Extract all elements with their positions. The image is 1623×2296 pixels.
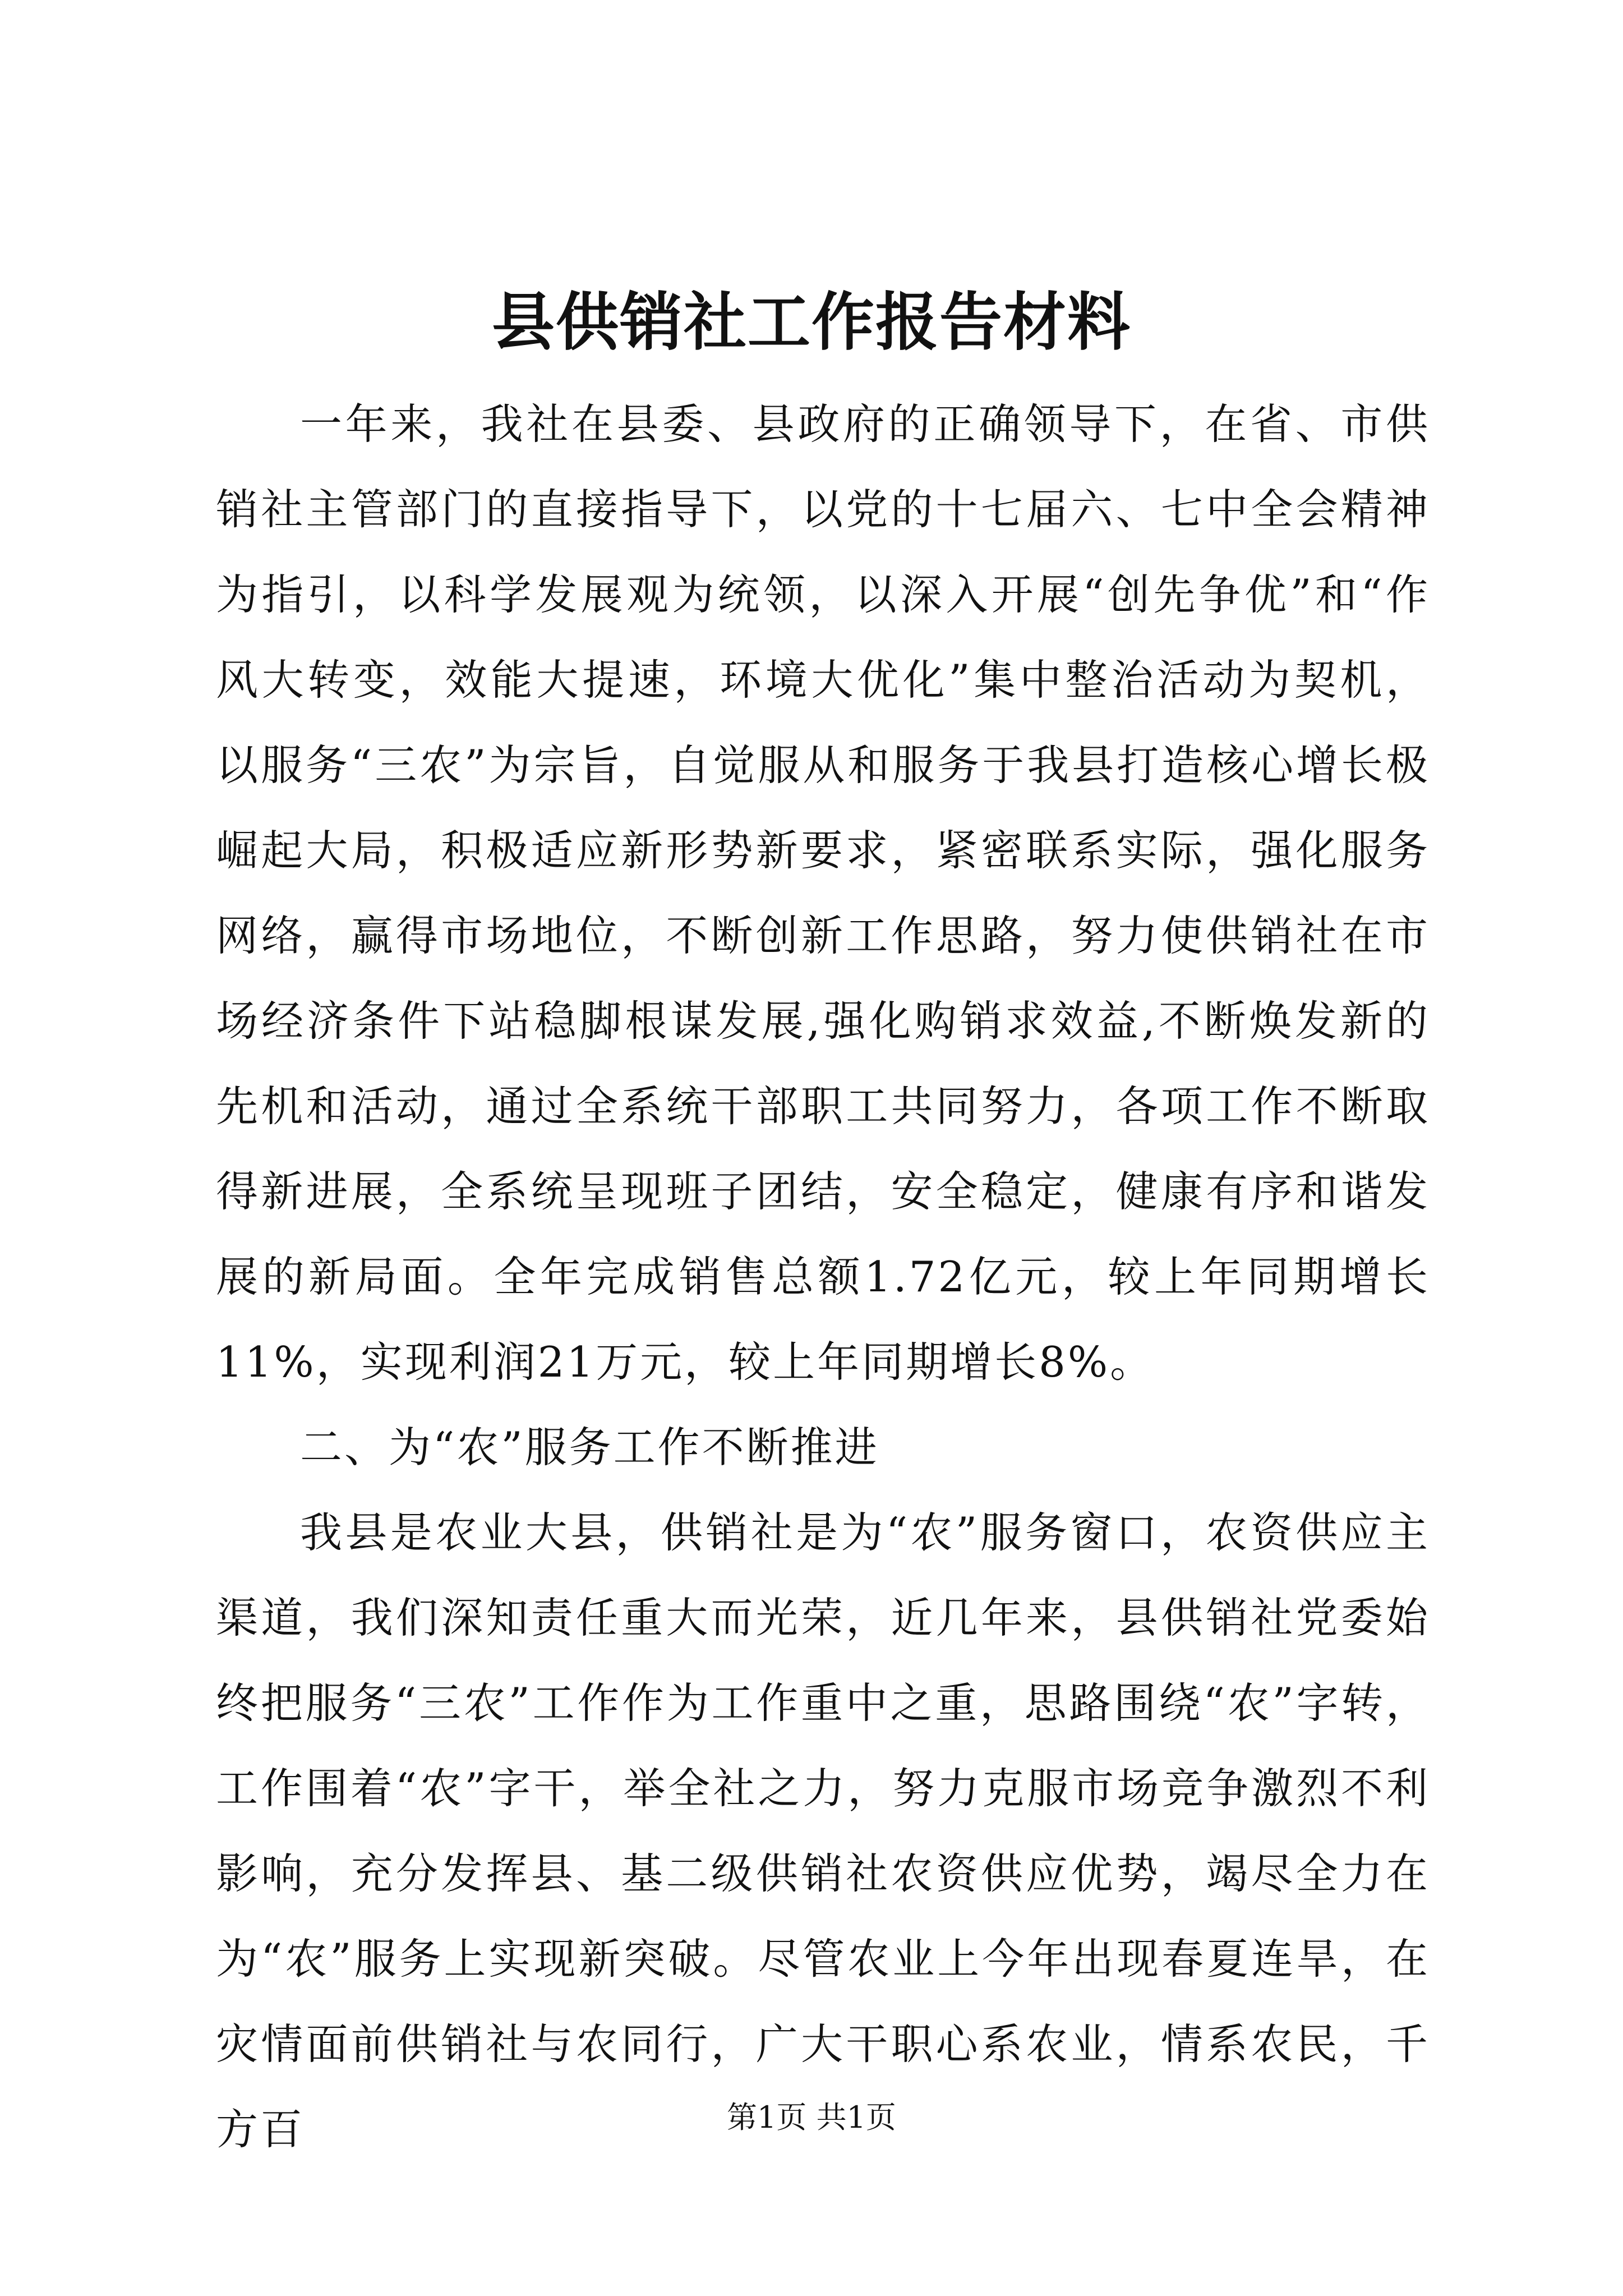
- page-number-footer: 第1页 共1页: [727, 2100, 896, 2135]
- section-heading: 二、为“农”服务工作不断推进: [300, 1423, 879, 1472]
- document-title: 县供销社工作报告材料: [492, 286, 1131, 359]
- paragraph-section-two: 我县是农业大县，供销社是为“农”服务窗口，农资供应主渠道，我们深知责任重大而光荣，近几年来，县供销社党委始终把服务“三农”工作作为工作重中之重，思路围绕“农”字转，工作围着“农”字干，举全社之力，努力克服市场竞争激烈不利影响，充分发挥县、基二级供销社农资供应优势，竭尽全力在为“农”服务上实现新突破。尽管农业上今年出现春夏连旱，在灾情面前供销社与农同行，广大干职心系农业，情系农民，千方百: [216, 1508, 1430, 2154]
- document-body: [216, 381, 1430, 2172]
- paragraph-intro: 一年来，我社在县委、县政府的正确领导下，在省、市供销社主管部门的直接指导下，以党的十七届六、七中全会精神为指引，以科学发展观为统领，以深入开展“创先争优”和“作风大转变，效能大提速，环境大优化”集中整治活动为契机，以服务“三农”为宗旨，自觉服从和服务于我县打造核心增长极崛起大局，积极适应新形势新要求，紧密联系实际，强化服务网络，赢得市场地位，不断创新工作思路，努力使供销社在市场经济条件下站稳脚根谋发展,强化购销求效益,不断焕发新的先机和活动，通过全系统干部职工共同努力，各项工作不断取得新进展，全系统呈现班子团结，安全稳定，健康有序和谐发展的新局面。全年完成销售总额1.72亿元，较上年同期增长11%，实现利润21万元，较上年同期增长8%。: [216, 399, 1430, 1387]
